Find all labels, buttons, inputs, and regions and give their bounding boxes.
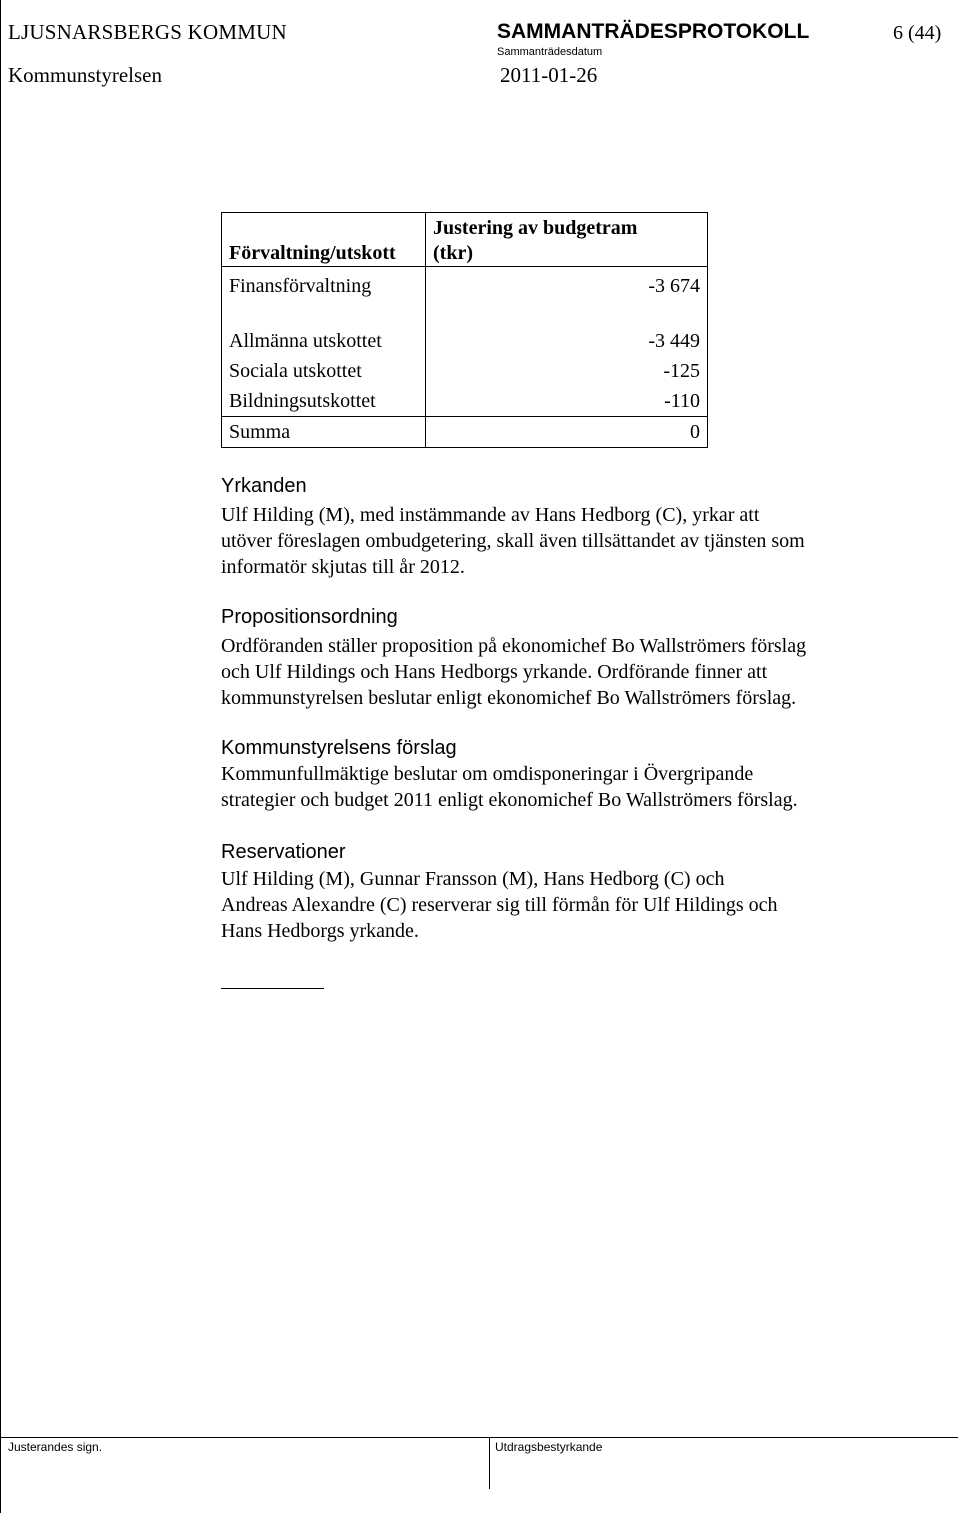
table-row — [222, 356, 708, 386]
meeting-date: 2011-01-26 — [500, 63, 598, 87]
document-type-title: SAMMANTRÄDESPROTOKOLL — [497, 20, 810, 43]
row-unit-name: Finansförvaltning — [222, 267, 426, 302]
page-left-border — [0, 0, 1, 1513]
table-spacer-row — [222, 301, 708, 326]
section-text-forslag — [221, 761, 921, 813]
row-adjustment-value: -3 674 — [426, 267, 708, 302]
table-row — [222, 326, 708, 356]
table-row — [222, 267, 708, 302]
row-adjustment-value: -3 449 — [426, 326, 708, 356]
section-heading-forslag: Kommunstyrelsens förslag — [221, 737, 457, 759]
row-adjustment-value: -110 — [426, 386, 708, 417]
total-value: 0 — [426, 417, 708, 448]
section-text-reservationer — [221, 866, 921, 944]
text-line: Kommunfullmäktige beslutar om omdisponeringar i Övergripande — [221, 763, 754, 785]
text-line: utöver föreslagen ombudgetering, skall även tillsättandet av tjänsten som — [221, 530, 805, 552]
text-line: strategier och budget 2011 enligt ekonomichef Bo Wallströmers förslag. — [221, 789, 798, 811]
text-line: Andreas Alexandre (C) reserverar sig till förmån för Ulf Hildings och — [221, 894, 778, 916]
section-heading-yrkanden: Yrkanden — [221, 475, 307, 497]
text-line: informatör skjutas till år 2012. — [221, 556, 465, 578]
footer-signature-label: Justerandes sign. — [8, 1440, 103, 1454]
organization-name: LJUSNARSBERGS KOMMUN — [8, 20, 287, 44]
total-label: Summa — [222, 417, 426, 448]
end-of-paragraph-rule — [221, 988, 324, 989]
row-adjustment-value: -125 — [426, 356, 708, 386]
section-heading-reservationer: Reservationer — [221, 841, 346, 863]
section-heading-propositionsordning: Propositionsordning — [221, 606, 398, 628]
footer-extract-label: Utdragsbestyrkande — [495, 1440, 603, 1454]
text-line: Ulf Hilding (M), Gunnar Fransson (M), Hans Hedborg (C) och — [221, 868, 725, 890]
text-line: och Ulf Hildings och Hans Hedborgs yrkande. Ordförande finner att — [221, 661, 768, 683]
row-unit-name: Bildningsutskottet — [222, 386, 426, 417]
footer-column-divider — [489, 1438, 490, 1489]
column-header-adjustment-line2: (tkr) — [433, 242, 473, 264]
table-total-row — [222, 417, 708, 448]
page-number: 6 (44) — [893, 22, 942, 44]
row-unit-name: Allmänna utskottet — [222, 326, 426, 356]
section-text-propositionsordning — [221, 633, 921, 711]
text-line: Ordföranden ställer proposition på ekonomichef Bo Wallströmers förslag — [221, 635, 807, 657]
column-header-unit: Förvaltning/utskott — [222, 213, 426, 267]
committee-name: Kommunstyrelsen — [8, 63, 162, 87]
text-line: Hans Hedborgs yrkande. — [221, 920, 419, 942]
row-unit-name: Sociala utskottet — [222, 356, 426, 386]
column-header-adjustment — [426, 213, 708, 267]
footer-divider — [0, 1437, 958, 1438]
column-header-adjustment-line1: Justering av budgetram — [433, 217, 638, 239]
table-header-row — [222, 213, 708, 267]
table-row — [222, 386, 708, 417]
section-text-yrkanden — [221, 502, 921, 580]
text-line: Ulf Hilding (M), med instämmande av Hans Hedborg (C), yrkar att — [221, 504, 760, 526]
meeting-date-label: Sammanträdesdatum — [497, 46, 603, 58]
text-line: kommunstyrelsen beslutar enligt ekonomichef Bo Wallströmers förslag. — [221, 687, 797, 709]
budget-adjustment-table — [221, 212, 708, 448]
